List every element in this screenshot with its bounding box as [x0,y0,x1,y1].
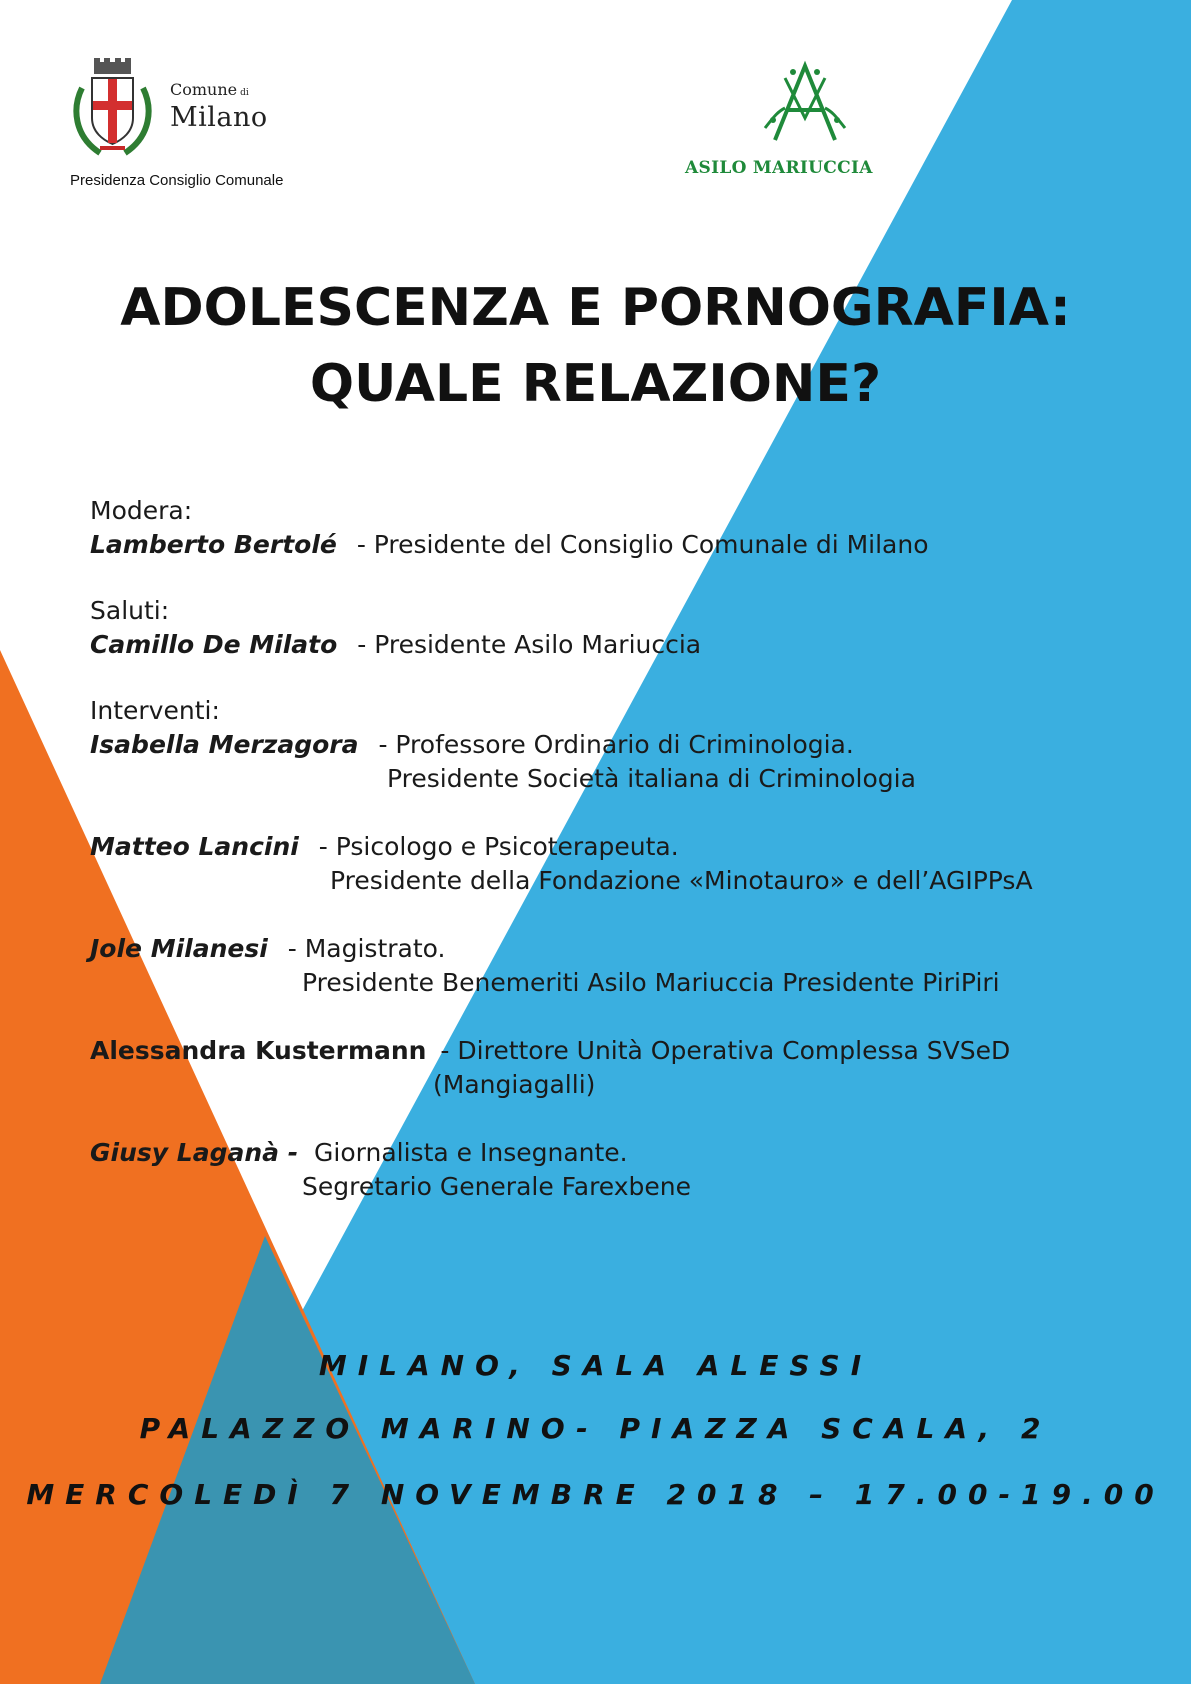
speaker-name: Isabella Merzagora [90,730,359,759]
title-line-1: ADOLESCENZA E PORNOGRAFIA: [120,278,1071,338]
speaker-entry [90,1036,1010,1065]
speaker-name: Jole Milanesi [90,934,268,963]
asilo-monogram-icon [755,58,855,148]
speaker-role-continued: Presidente Benemeriti Asilo Mariuccia Presidente PiriPiri [302,968,1000,997]
greetings-name: Camillo De Milato [90,630,338,659]
speaker-entry [90,934,445,963]
speakers-label: Interventi: [90,696,220,725]
speaker-role: - Professore Ordinario di Criminologia. [378,730,854,759]
asilo-name: ASILO MARIUCCIA [685,158,873,178]
speaker-role: - Direttore Unità Operativa Complessa SVSeD [440,1036,1011,1065]
moderator-label: Modera: [90,496,193,525]
speaker-role-continued: Segretario Generale Farexbene [302,1172,692,1201]
comune-milano-logo [70,58,390,198]
speaker-role-continued: Presidente della Fondazione «Minotauro» e dell’AGIPPsA [330,866,1033,895]
speaker-name: Giusy Laganà - [90,1138,299,1167]
title-line-2: QUALE RELAZIONE? [309,354,882,414]
greetings-role: - Presidente Asilo Mariuccia [357,630,702,659]
speaker-role: - Psicologo e Psicoterapeuta. [318,832,679,861]
comune-label: Comune di [170,80,249,99]
speaker-name: Matteo Lancini [90,832,299,861]
speaker-role: Giornalista e Insegnante. [314,1138,628,1167]
speaker-entry [90,1138,628,1167]
speaker-role: - Magistrato. [287,934,446,963]
greetings-label: Saluti: [90,596,170,625]
milano-crest-icon [70,58,155,158]
asilo-mariuccia-logo [685,58,915,198]
moderator-entry [90,530,929,559]
moderator-role: - Presidente del Consiglio Comunale di Milano [356,530,929,559]
milano-label: Milano [170,102,268,133]
speaker-entry [90,730,854,759]
speaker-role-continued: Presidente Società italiana di Criminologia [387,764,916,793]
presidenza-label: Presidenza Consiglio Comunale [70,172,284,189]
event-place: MILANO, SALA ALESSI [318,1349,873,1382]
speaker-role-continued: (Mangiagalli) [433,1070,596,1099]
greetings-entry [90,630,701,659]
event-address: PALAZZO MARINO- PIAZZA SCALA, 2 [139,1412,1052,1445]
event-title [0,270,1191,422]
event-date: MERCOLEDÌ 7 NOVEMBRE 2018 – 17.00-19.00 [26,1478,1165,1511]
speaker-entry [90,832,679,861]
moderator-name: Lamberto Bertolé [90,530,337,559]
speaker-name: Alessandra Kustermann [90,1036,427,1065]
